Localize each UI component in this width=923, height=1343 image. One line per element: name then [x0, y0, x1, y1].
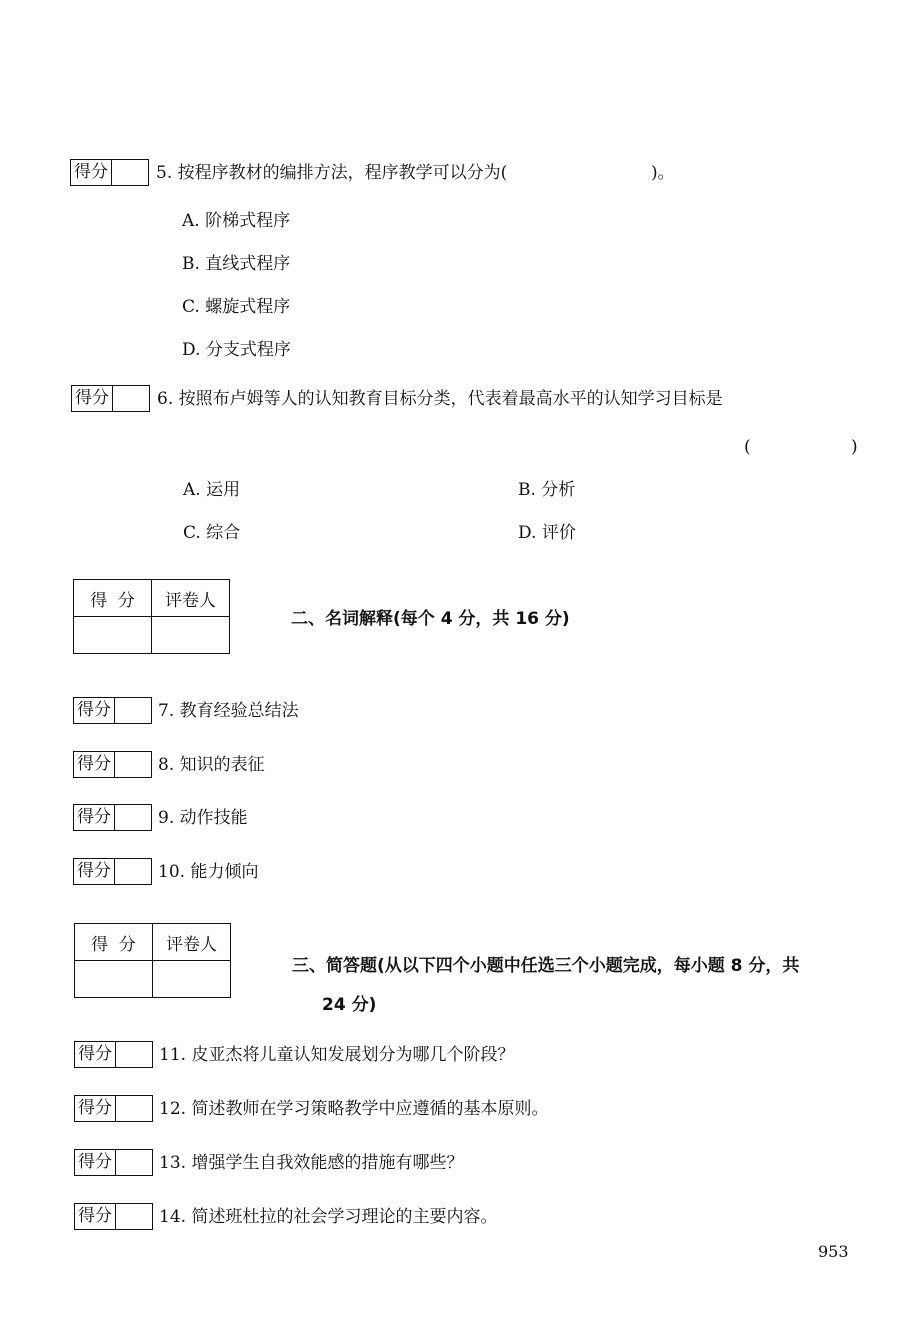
score-box-q7 [73, 697, 152, 724]
score-box-q9 [73, 804, 152, 831]
question-6-paren-close: ) [851, 437, 858, 457]
score-label: 得分 [72, 386, 113, 411]
score-blank[interactable] [116, 1042, 152, 1067]
grade-table-score-cell[interactable] [75, 961, 153, 998]
score-label: 得分 [75, 1096, 116, 1121]
score-blank[interactable] [116, 1150, 152, 1175]
page-number: 953 [818, 1242, 849, 1261]
section-3-title-line1: 三、简答题(从以下四个小题中任选三个小题完成，每小题 8 分，共 [292, 956, 800, 976]
grade-table-section3 [74, 923, 231, 998]
question-9: 9. 动作技能 [158, 808, 248, 828]
score-blank[interactable] [115, 805, 151, 830]
question-7: 7. 教育经验总结法 [158, 701, 299, 721]
score-blank[interactable] [115, 859, 151, 884]
score-label: 得分 [75, 1150, 116, 1175]
score-box-q6 [71, 385, 150, 412]
q6-option-a: A. 运用 [183, 480, 241, 500]
score-box-q13 [74, 1149, 153, 1176]
q5-option-d: D. 分支式程序 [182, 340, 291, 360]
question-5-close: )。 [651, 163, 675, 183]
grade-table-score-header: 得 分 [74, 580, 152, 617]
section-2-title: 二、名词解释(每个 4 分，共 16 分) [291, 609, 570, 629]
score-blank[interactable] [116, 1204, 152, 1229]
section-3-title-line2: 24 分) [322, 995, 377, 1015]
score-blank[interactable] [115, 698, 151, 723]
question-5-text: 5. 按程序教材的编排方法，程序教学可以分为( [156, 163, 508, 183]
score-label: 得分 [74, 805, 115, 830]
score-label: 得分 [71, 160, 112, 185]
question-13: 13. 增强学生自我效能感的措施有哪些？ [159, 1153, 464, 1173]
score-blank[interactable] [115, 752, 151, 777]
grade-table-grader-cell[interactable] [153, 961, 231, 998]
score-box-q5 [70, 159, 149, 186]
score-box-q12 [74, 1095, 153, 1122]
score-label: 得分 [75, 1204, 116, 1229]
q5-option-b: B. 直线式程序 [182, 254, 291, 274]
grade-table-score-cell[interactable] [74, 617, 152, 654]
grade-table-score-header: 得 分 [75, 924, 153, 961]
q6-option-b: B. 分析 [518, 480, 576, 500]
grade-table-grader-cell[interactable] [152, 617, 230, 654]
score-box-q14 [74, 1203, 153, 1230]
q5-option-c: C. 螺旋式程序 [182, 297, 291, 317]
grade-table-grader-header: 评卷人 [152, 580, 230, 617]
q6-option-c: C. 综合 [183, 523, 241, 543]
score-box-q11 [74, 1041, 153, 1068]
score-blank[interactable] [112, 160, 148, 185]
question-12: 12. 简述教师在学习策略教学中应遵循的基本原则。 [159, 1099, 549, 1119]
score-label: 得分 [74, 698, 115, 723]
q6-option-d: D. 评价 [518, 523, 576, 543]
score-label: 得分 [74, 859, 115, 884]
score-blank[interactable] [113, 386, 149, 411]
grade-table-section2 [73, 579, 230, 654]
score-label: 得分 [75, 1042, 116, 1067]
question-8: 8. 知识的表征 [158, 755, 265, 775]
grade-table-grader-header: 评卷人 [153, 924, 231, 961]
question-6-paren-open: ( [744, 437, 751, 457]
question-14: 14. 简述班杜拉的社会学习理论的主要内容。 [159, 1207, 498, 1227]
question-6-text: 6. 按照布卢姆等人的认知教育目标分类，代表着最高水平的认知学习目标是 [157, 389, 723, 409]
question-11: 11. 皮亚杰将儿童认知发展划分为哪几个阶段？ [159, 1045, 515, 1065]
score-blank[interactable] [116, 1096, 152, 1121]
q5-option-a: A. 阶梯式程序 [182, 211, 291, 231]
score-box-q8 [73, 751, 152, 778]
question-10: 10. 能力倾向 [158, 862, 259, 882]
score-label: 得分 [74, 752, 115, 777]
question-5 [156, 162, 507, 184]
score-box-q10 [73, 858, 152, 885]
